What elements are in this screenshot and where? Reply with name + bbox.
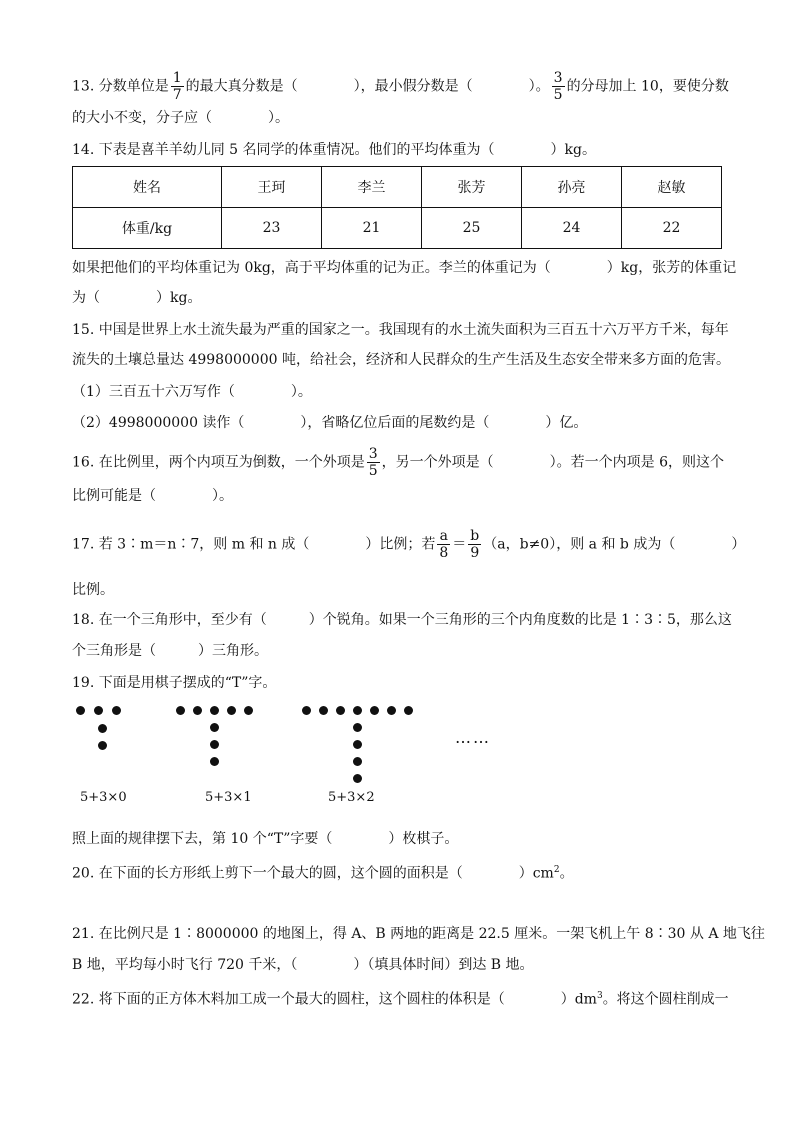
q17-prefix: 17. 若 3∶m＝n∶7，则 m 和 n 成（ ）比例；若 <box>72 536 436 553</box>
q17-line1 <box>72 528 745 561</box>
chess-piece-dot <box>227 706 236 715</box>
table-cell: 21 <box>322 208 422 249</box>
chess-piece-dot <box>193 706 202 715</box>
q13-line1 <box>72 70 729 103</box>
table-cell: 体重/kg <box>73 208 222 249</box>
chess-piece-dot <box>244 706 253 715</box>
q16-text: ，另一个外项是（ ）。若一个内项是 6，则这个 <box>381 454 724 471</box>
q20-end: 。 <box>559 865 574 882</box>
table-cell: 24 <box>522 208 622 249</box>
chess-piece-dot <box>176 706 185 715</box>
q22-sup: 3 <box>596 991 603 1001</box>
chess-piece-dot <box>302 706 311 715</box>
chess-piece-dot <box>76 706 85 715</box>
chess-piece-dot <box>210 757 219 766</box>
fraction-3-5: $\frac{3}{5}$ <box>368 446 378 479</box>
chess-piece-dot <box>210 706 219 715</box>
q16-prefix: 16. 在比例里，两个内项互为倒数，一个外项是 <box>72 454 365 471</box>
q15-sub2: （2）4998000000 读作（ ），省略亿位后面的尾数约是（ ）亿。 <box>72 415 588 431</box>
q20-text: 20. 在下面的长方形纸上剪下一个最大的圆，这个圆的面积是（ ）cm <box>72 865 554 882</box>
pattern-caption: 5+3×2 <box>328 790 375 805</box>
table-cell: 赵敏 <box>622 167 722 208</box>
chess-piece-dot <box>112 706 121 715</box>
equals-sign: ＝ <box>452 536 467 553</box>
q16-line2: 比例可能是（ ）。 <box>72 488 233 504</box>
q13-text2: 的分母加上 10，要使分数 <box>566 78 729 95</box>
q13-prefix: 13. 分数单位是 <box>72 78 169 95</box>
continuation-ellipsis: …… <box>455 728 491 747</box>
q14-after2: 为（ ）kg。 <box>72 290 202 306</box>
chess-piece-dot <box>387 706 396 715</box>
q16-line1 <box>72 446 724 479</box>
table-cell: 孙亮 <box>522 167 622 208</box>
q22-end: 。将这个圆柱削成一 <box>602 991 729 1008</box>
q19-after: 照上面的规律摆下去，第 10 个“T”字要（ ）枚棋子。 <box>72 831 459 847</box>
weight-table <box>72 166 722 249</box>
table-cell: 张芳 <box>422 167 522 208</box>
chess-piece-dot <box>98 724 107 733</box>
q20-sup: 2 <box>553 865 560 875</box>
q21-line2: B 地，平均每小时飞行 720 千米，（ ）（填具体时间）到达 B 地。 <box>72 957 534 973</box>
q20-line <box>72 860 574 884</box>
q17-text: （a，b≠0），则 a 和 b 成为（ ） <box>483 536 746 553</box>
chess-piece-dot <box>353 774 362 783</box>
chess-piece-dot <box>98 741 107 750</box>
q15-sub1: （1）三百五十六万写作（ ）。 <box>72 384 312 400</box>
fraction-1-7: $\frac{1}{7}$ <box>172 70 182 103</box>
pattern-caption: 5+3×1 <box>205 790 252 805</box>
table-header-row <box>73 167 722 208</box>
chess-piece-dot <box>210 740 219 749</box>
q22-text: 22. 将下面的正方体木料加工成一个最大的圆柱，这个圆柱的体积是（ ）dm <box>72 991 597 1008</box>
q22-line <box>72 986 729 1010</box>
chess-piece-dot <box>370 706 379 715</box>
chess-piece-dot <box>353 740 362 749</box>
pattern-caption: 5+3×0 <box>80 790 127 805</box>
fraction-3-5: $\frac{3}{5}$ <box>553 70 563 103</box>
q17-line2: 比例。 <box>72 582 114 598</box>
table-cell: 姓名 <box>73 167 222 208</box>
chess-piece-dot <box>353 757 362 766</box>
q15-line2: 流失的土壤总量达 4998000000 吨，给社会，经济和人民群众的生产生活及生态安全带来多方面的危害。 <box>72 352 730 368</box>
q13-text1: 的最大真分数是（ ），最小假分数是（ ）。 <box>185 78 550 95</box>
q19-intro: 19. 下面是用棋子摆成的“T”字。 <box>72 675 277 691</box>
q14-after1: 如果把他们的平均体重记为 0kg，高于平均体重的记为正。李兰的体重记为（ ）kg，张芳的体重记 <box>72 260 737 276</box>
q13-line2: 的大小不变，分子应（ ）。 <box>72 110 289 126</box>
q18-line2: 个三角形是（ ）三角形。 <box>72 643 268 659</box>
table-cell: 王珂 <box>222 167 322 208</box>
table-row <box>73 208 722 249</box>
q18-line1: 18. 在一个三角形中，至少有（ ）个锐角。如果一个三角形的三个内角度数的比是 1∶3∶5，那么这 <box>72 612 732 628</box>
q21-line1: 21. 在比例尺是 1∶8000000 的地图上，得 A、B 两地的距离是 22.5 厘米。一架飞机上午 8∶30 从 A 地飞往 <box>72 926 765 942</box>
chess-piece-dot <box>353 706 362 715</box>
table-cell: 25 <box>422 208 522 249</box>
q14-intro: 14. 下表是喜羊羊幼儿同 5 名同学的体重情况。他们的平均体重为（ ）kg。 <box>72 142 596 158</box>
chess-piece-dot <box>404 706 413 715</box>
table-cell: 22 <box>622 208 722 249</box>
fraction-a-8: $\frac{a}{8}$ <box>439 528 449 561</box>
table-cell: 李兰 <box>322 167 422 208</box>
chess-piece-dot <box>319 706 328 715</box>
fraction-b-9: $\frac{b}{9}$ <box>470 528 480 561</box>
chess-piece-dot <box>336 706 345 715</box>
chess-piece-dot <box>210 723 219 732</box>
chess-piece-dot <box>94 706 103 715</box>
q15-line1: 15. 中国是世界上水土流失最为严重的国家之一。我国现有的水土流失面积为三百五十六万平方千米，每年 <box>72 322 729 338</box>
table-cell: 23 <box>222 208 322 249</box>
chess-piece-dot <box>353 723 362 732</box>
